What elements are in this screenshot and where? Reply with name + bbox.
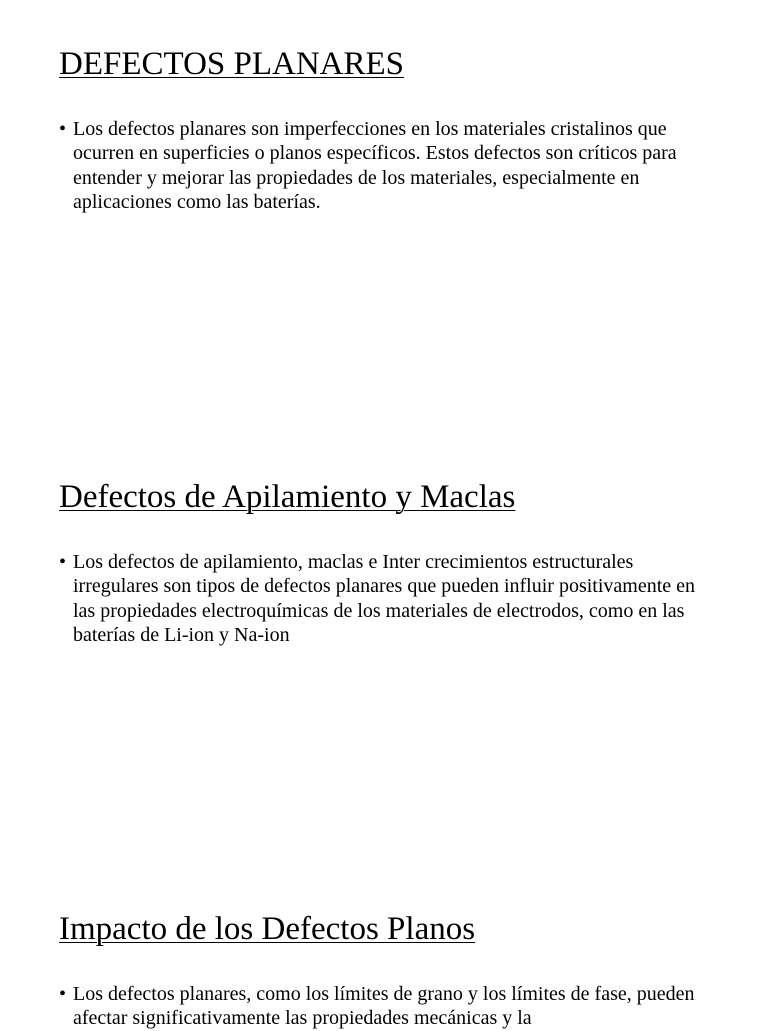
bullet-text: Los defectos planares, como los límites de grano y los límites de fase, pueden afectar significativamente las propiedades mecánicas y la [73,983,695,1030]
slide-defectos-planares [59,44,709,214]
bullet-icon: • [59,118,67,140]
slide-impacto-defectos [59,909,709,1031]
bullet-list [59,117,709,214]
bullet-list [59,982,709,1031]
bullet-icon: • [59,551,67,573]
bullet-item [59,117,709,214]
bullet-item [59,982,709,1031]
bullet-list [59,550,709,647]
bullet-text: Los defectos de apilamiento, maclas e Inter crecimientos estructurales irregulares son tipos de defectos planares que pueden influir positivamente en las propiedades electroquímicas de los materiales de electrodos, como en las baterías de Li-ion y Na-ion [73,551,696,646]
slide-title: Defectos de Apilamiento y Maclas [59,479,516,515]
slide-defectos-apilamiento [59,477,709,647]
bullet-icon: • [59,983,67,1005]
bullet-item [59,550,709,647]
slide-title: DEFECTOS PLANARES [59,46,405,82]
slide-title: Impacto de los Defectos Planos [59,911,476,947]
bullet-text: Los defectos planares son imperfecciones en los materiales cristalinos que ocurren en superficies o planos específicos. Estos defectos son críticos para entender y mejorar las propiedades de los materiales, especialmente en aplicaciones como las baterías. [73,118,677,213]
